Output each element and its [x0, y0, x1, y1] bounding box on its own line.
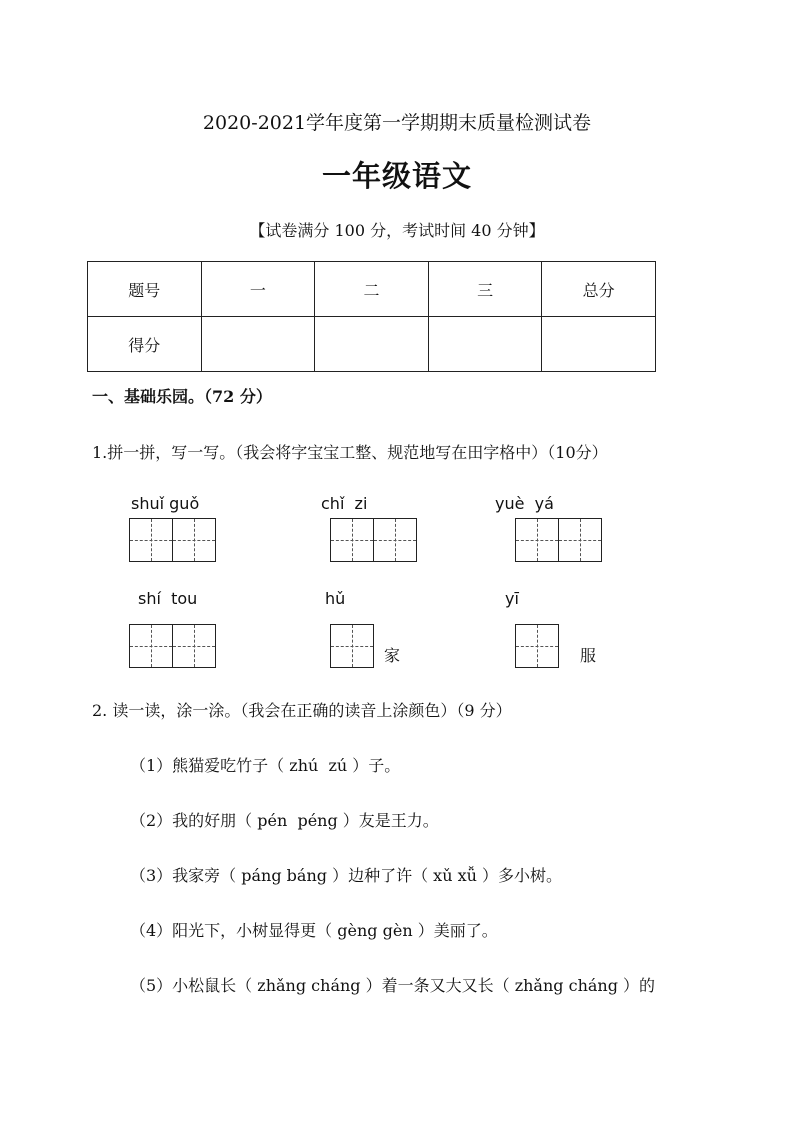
pinyin-label: shuǐ guǒ [131, 494, 200, 513]
tianzige-cell [172, 518, 216, 562]
tianzige-grid [330, 518, 416, 562]
tianzige-grid [129, 624, 215, 668]
question-1: 1.拼一拼，写一写。（我会将字宝宝工整、规范地写在田字格中）（10分） [92, 443, 608, 462]
pinyin-label: yī [505, 589, 519, 608]
score-row-label: 得分 [88, 317, 202, 372]
tianzige-cell [515, 518, 559, 562]
reading-item: （4）阳光下，小树显得更（ gèng gèn ）美丽了。 [130, 921, 498, 940]
exam-title: 2020-2021学年度第一学期期末质量检测试卷 [202, 112, 592, 134]
tianzige-cell [172, 624, 216, 668]
pinyin-label: yuè yá [495, 494, 554, 513]
score-header-cell: 三 [428, 262, 542, 317]
tianzige-cell [330, 624, 374, 668]
tianzige-cell [129, 624, 173, 668]
score-blank-cell [201, 317, 315, 372]
pinyin-label: chǐ zi [321, 494, 368, 513]
score-table-header-row [88, 262, 656, 317]
score-table-score-row [88, 317, 656, 372]
score-header-cell: 二 [315, 262, 429, 317]
score-blank-cell [428, 317, 542, 372]
score-header-cell: 题号 [88, 262, 202, 317]
score-blank-cell [315, 317, 429, 372]
score-header-cell: 一 [201, 262, 315, 317]
tianzige-cell [373, 518, 417, 562]
given-character: 服 [580, 646, 597, 665]
section-heading [92, 384, 272, 407]
pinyin-label: shí tou [138, 589, 198, 608]
pinyin-label: hǔ [325, 589, 346, 608]
tianzige-grid [330, 624, 373, 668]
reading-item: （1）熊猫爱吃竹子（ zhú zú ）子。 [130, 756, 401, 775]
reading-item: （3）我家旁（ páng báng ）边种了许（ xǔ xǚ ）多小树。 [130, 866, 563, 885]
tianzige-grid [515, 624, 558, 668]
tianzige-cell [515, 624, 559, 668]
tianzige-grid [129, 518, 215, 562]
reading-item: （2）我的好朋（ pén péng ）友是王力。 [130, 811, 439, 830]
tianzige-cell [558, 518, 602, 562]
given-character: 家 [384, 646, 401, 665]
reading-item: （5）小松鼠长（ zhǎng cháng ）着一条又大又长（ zhǎng cháng ）的 [130, 976, 656, 995]
score-blank-cell [542, 317, 656, 372]
subject-title: 一年级语文 [321, 159, 472, 193]
tianzige-cell [129, 518, 173, 562]
score-header-cell: 总分 [542, 262, 656, 317]
exam-info: 【试卷满分 100 分，考试时间 40 分钟】 [249, 221, 545, 240]
question-2: 2. 读一读，涂一涂。（我会在正确的读音上涂颜色）（9 分） [92, 701, 512, 720]
tianzige-cell [330, 518, 374, 562]
score-table [87, 261, 656, 372]
section-heading-text: 一、基础乐园。（72 分） [92, 387, 272, 406]
tianzige-grid [515, 518, 601, 562]
